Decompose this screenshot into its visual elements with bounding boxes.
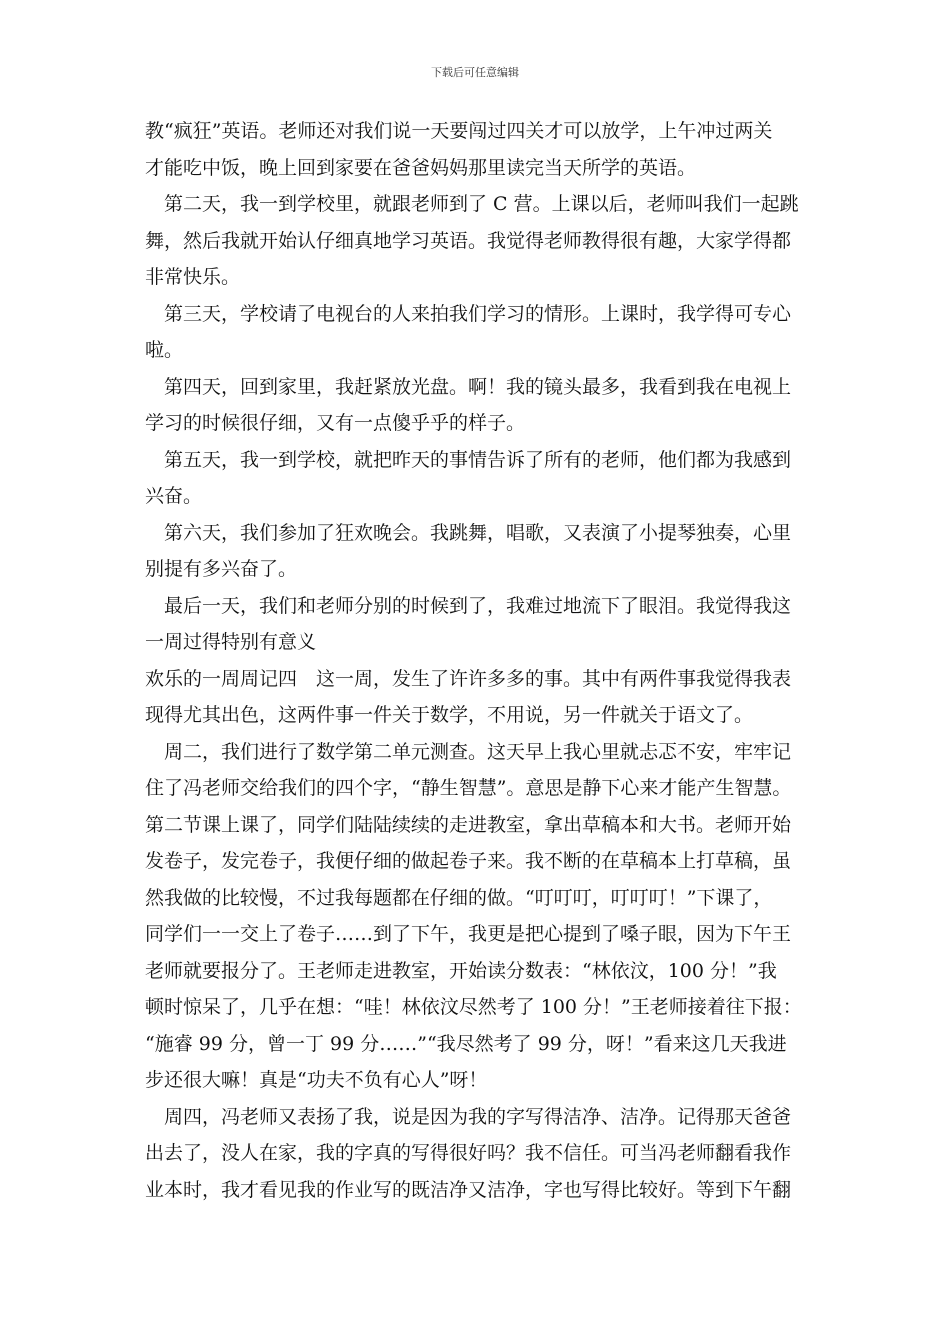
text-line: 第六天，我们参加了狂欢晚会。我跳舞，唱歌，又表演了小提琴独奏，心里 bbox=[145, 521, 792, 544]
text-line: 第三天，学校请了电视台的人来拍我们学习的情形。上课时，我学得可专心 bbox=[145, 302, 792, 325]
text-line: 舞，然后我就开始认仔细真地学习英语。我觉得老师教得很有趣，大家学得都 bbox=[145, 229, 792, 252]
page-header: 下载后可任意编辑 bbox=[431, 66, 519, 79]
text-line: 啦。 bbox=[145, 339, 184, 361]
text-line: 老师就要报分了。王老师走进教室，开始读分数表：“林依汶，100 分！”我 bbox=[145, 959, 777, 982]
text-line: 业本时，我才看见我的作业写的既洁净又洁净，字也写得比较好。等到下午翻 bbox=[145, 1178, 792, 1201]
text-line: 别提有多兴奋了。 bbox=[145, 558, 298, 580]
text-line: 欢乐的一周周记四 这一周，发生了许许多多的事。其中有两件事我觉得我表 bbox=[145, 667, 792, 690]
text-line: 发卷子，发完卷子，我便仔细的做起卷子来。我不断的在草稿本上打草稿，虽 bbox=[145, 850, 792, 872]
text-line: 一周过得特别有意义 bbox=[145, 631, 317, 653]
text-line: 现得尤其出色，这两件事一件关于数学，不用说，另一件就关于语文了。 bbox=[145, 704, 754, 726]
text-line: 才能吃中饭，晚上回到家要在爸爸妈妈那里读完当天所学的英语。 bbox=[145, 156, 697, 179]
text-line: 最后一天，我们和老师分别的时候到了，我难过地流下了眼泪。我觉得我这 bbox=[145, 594, 792, 617]
text-line: 周四，冯老师又表扬了我，说是因为我的字写得洁净、洁净。记得那天爸爸 bbox=[145, 1105, 792, 1128]
text-line: 非常快乐。 bbox=[145, 266, 241, 288]
document-body bbox=[145, 113, 825, 1208]
text-line: 第二天，我一到学校里，就跟老师到了 C 营。上课以后，老师叫我们一起跳 bbox=[145, 193, 799, 215]
text-line: 周二，我们进行了数学第二单元测查。这天早上我心里就忐忑不安，牢牢记 bbox=[145, 740, 792, 763]
text-line: 学习的时候很仔细，又有一点傻乎乎的样子。 bbox=[145, 412, 526, 434]
text-line: 步还很大嘛！真是“功夫不负有心人”呀！ bbox=[145, 1069, 488, 1091]
text-line: 住了冯老师交给我们的四个字，“静生智慧”。意思是静下心来才能产生智慧。 bbox=[145, 777, 792, 799]
text-line: 兴奋。 bbox=[145, 485, 203, 507]
text-line: “施睿 99 分，曾一丁 99 分……”“我尽然考了 99 分，呀！”看来这几天我进 bbox=[145, 1032, 787, 1055]
text-line: 然我做的比较慢，不过我每题都在仔细的做。“叮叮叮，叮叮叮！”下课了， bbox=[145, 886, 773, 909]
text-line: 教“疯狂”英语。老师还对我们说一天要闯过四关才可以放学，上午冲过两关 bbox=[145, 120, 773, 142]
text-line: 第四天，回到家里，我赶紧放光盘。啊！我的镜头最多，我看到我在电视上 bbox=[145, 375, 792, 398]
text-line: 第二节课上课了，同学们陆陆续续的走进教室，拿出草稿本和大书。老师开始 bbox=[145, 813, 792, 836]
text-line: 第五天，我一到学校，就把昨天的事情告诉了所有的老师，他们都为我感到 bbox=[145, 448, 792, 471]
text-line: 同学们一一交上了卷子……到了下午，我更是把心提到了嗓子眼，因为下午王 bbox=[145, 923, 792, 945]
text-line: 顿时惊呆了，几乎在想：“哇！林依汶尽然考了 100 分！”王老师接着往下报： bbox=[145, 996, 802, 1018]
text-line: 出去了，没人在家，我的字真的写得很好吗？我不信任。可当冯老师翻看我作 bbox=[145, 1142, 792, 1164]
